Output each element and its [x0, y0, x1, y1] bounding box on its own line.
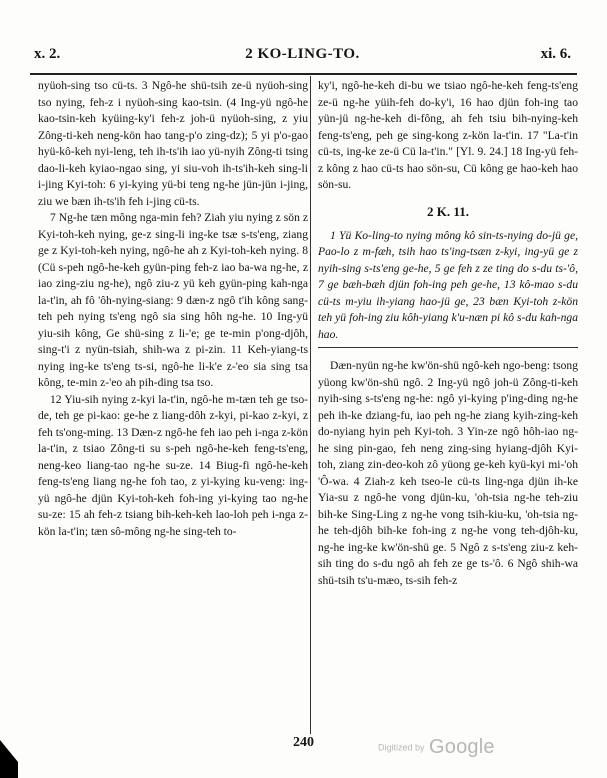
left-column — [38, 78, 308, 540]
watermark-prefix: Digitized by — [378, 742, 425, 753]
google-watermark — [378, 736, 495, 759]
left-paragraph-1: nyüoh-sing tso cü-ts. 3 Ngô-he shü-tsih ze-ü nyüoh-sing tso nying, feh-z i nyüoh-sing kao-tsin. (4 Ing-yü ngô-he kao-tsin-keh kyüing-ky'i feh-z joh-ü nyüoh-sing, z yiu Zông-ti-keh neng-kön hao tang-p'o zing-dz); 5 yi p'o-gao hyü-kô-keh nyi-leng, teh ih-ts'ih iao yü-nyih Zông-ti tsing dao-li-keh kyiao-ngao sing, yi siu-voh ih-ts'ih-keh sing-li i-jing Kyi-toh: 6 yi-kying yü-bi teng ng-he jün-jün i-jing, ziu we bæn ih-ts'ih feh i-jing cü-ts. — [38, 79, 308, 208]
column-divider — [310, 76, 311, 734]
page-corner-mark — [0, 740, 18, 762]
left-paragraph-2: 7 Ng-he tæn mông nga-min feh? Ziah yiu nying z sön z Kyi-toh-keh nying, ge-z sing-li ing-ke tsæ s-ts'eng, ziang ge z Kyi-toh-keh nying, ngô-he ah z Kyi-toh-keh nying. 8 (Cü s-peh ngô-he-keh gyün-ping feh-z iao ba-wa ng-he, z iao zing-ziu ng-he), ngô ziu-z yü keh gyün-ping kah-nga la-t'in, ah fô 'ôh-nying-siang: 9 dæn-z ngô t'ih kông sang-teh peh nying ts'eng ngô sia sing hôh ng-he. 10 Ing-yü yiu-sih kông, Ge shü-sing z li-'e; ge te-min p'ong-djôh, sing-t'i z nyün-tsiah, shih-wa z pi-zin. 11 Keh-yiang-ts nying ing-ke ts'eng ts-si, ngô-he li-k'e z-'eo sia sing tsa kông, te-min z-'eo ah pih-ding tsa tso. — [38, 211, 308, 389]
header-rule — [30, 73, 577, 75]
right-paragraph-1: ky'i, ngô-he-keh di-bu we tsiao ngô-he-keh feng-ts'eng ze-ü ng-he yüih-feh do-ky'i, 16 hao djün foh-ing tao yün-jü ng-he-keh di-fông, ah feh tsiu bih-nying-keh feng-ts'eng, peh ge sing-kong z-kön la-t'in. 17 "La-t'in cü-ts, ing-ke ze-ü Cü la-t'in." [Yl. 9. 24.] 18 Ing-yü feh-z kông z hao cü-ts hao sön-su, Cü kông ge hao-keh hao sön-su. — [318, 79, 578, 191]
right-paragraph-2: Dæn-nyün ng-he kw'ön-shü ngô-keh ngo-beng: tsong yüong kw'ön-shü ngô. 2 Ing-yü ngô joh-ü Zông-ti-keh nyih-sing s-ts'eng ng-he: ngô yi-kying p'ing-ding ng-he peh ih-ke dziang-fu, iao peh ng-he ziang kyih-zing-keh do-nyiang hyin peh Kyi-toh. 3 Yin-ze ngô hôh-iao ng-he sing pin-gao, feh neng zing-sing hyiang-djôh Kyi-toh, ziang zin-deo-koh zô yüong ge-keh kyü-kyi mi-'oh 'Ô-wa. 4 Ziah-z keh tseo-le cü-ts ling-nga djün ih-ke Yia-su z ngô-he vong djün-ku, 'oh-tsia ng-he teh-ziu bih-ke Sing-Ling z ng-he vong tsih-kiu-ku, 'oh-tsia ng-he teh-djôh bih-ke foh-ing z ng-he vong teh-djôh-ku, ng-he ing-ke kw'ön-shü ge. 5 Ngô z s-ts'eng ziu-z keh-sih ting do s-du ngô ah feh ze ge ts-'ô. 6 Ngô shih-wa shü-tsih ts'u-mæo, ts-sih feh-z — [318, 359, 578, 587]
chapter-heading: 2 K. 11. — [427, 203, 469, 219]
header-chapter-right: xi. 6. — [540, 46, 571, 62]
right-column — [318, 78, 578, 589]
page-corner-block — [0, 762, 18, 778]
header-title: 2 KO-LING-TO. — [245, 46, 360, 62]
left-paragraph-3: 12 Yiu-sih nying z-kyi la-t'in, ngô-he m-tæn teh ge tso-de, teh ge pi-kao: ge-he z liang-dôh z-kyi, pi-kao z-kyi, z feh ts'ong-ming. 13 Dæn-z ngô-he feh iao peh i-nga z-kön la-t'in, z tsiao Zông-ti su s-peh ngô-he-keh feng-ts'eng, neng-keo liang-tao ng-he su-ze. 14 Biug-fi ngô-he-keh feng-ts'eng liang ng-he foh tao, z yi-kying ku-veng: ing-yü ngô-he djün Kyi-toh-keh foh-ing yi-kying tao ng-he su-ze: 15 ah feh-z tsiang bih-keh-keh lao-loh peh i-nga z-kön la-t'in; tæn sô-mông ng-he sing-teh to- — [38, 392, 308, 538]
page-number: 240 — [293, 735, 314, 750]
chapter-summary: 1 Yü Ko-ling-to nying mông kô sin-ts-nying do-jü ge, Pao-lo z m-fæh, tsih hao ts'ing-tsæn z-kyi, ing-yü ge z nyih-sing s-ts'eng ge-he, 5 ge feh z ze ting do s-du ts-'ô, 7 ge bæh-bæh djün foh-ing peh ge-he, 13 kô-mao s-du cü-ts m-yiu ih-yiang hao-jü ge, 23 bæn Kyi-toh z-kön teh yü foh-ing ziu kôh-yiang k'u-næn pi kô s-du kah-nga hao. — [318, 228, 578, 349]
running-header — [30, 46, 575, 66]
header-chapter-left: x. 2. — [34, 46, 61, 62]
google-logo: Google — [428, 736, 495, 758]
